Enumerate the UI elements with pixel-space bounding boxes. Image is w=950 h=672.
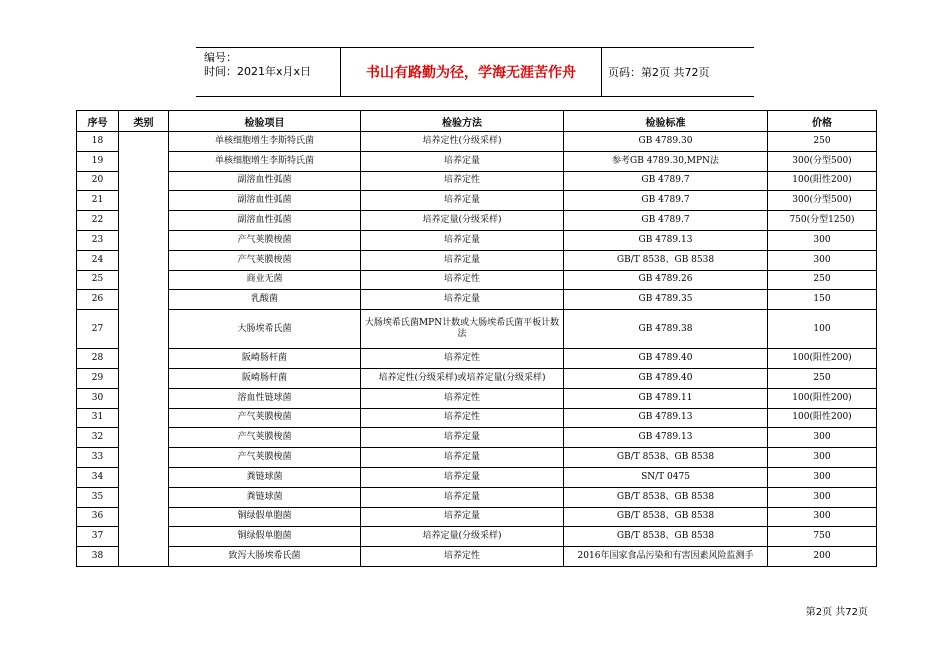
- header-page-number: 页码：第2页 共72页: [608, 66, 710, 79]
- cell-method: 培养定量: [361, 191, 564, 211]
- cell-price: 300: [768, 250, 877, 270]
- cell-item: 单核细胞增生李斯特氏菌: [169, 151, 361, 171]
- table-header-row: [77, 111, 877, 132]
- cell-price: 300: [768, 448, 877, 468]
- cell-item: 产气荚膜梭菌: [169, 250, 361, 270]
- cell-standard: GB 4789.13: [564, 230, 768, 250]
- cell-item: 粪链球菌: [169, 487, 361, 507]
- table-row: [77, 547, 877, 567]
- cell-item: 副溶血性弧菌: [169, 191, 361, 211]
- cell-standard: GB 4789.26: [564, 270, 768, 290]
- cell-price: 100(阳性200): [768, 408, 877, 428]
- cell-price: 250: [768, 368, 877, 388]
- cell-index: 34: [77, 467, 119, 487]
- cell-item: 副溶血性弧菌: [169, 211, 361, 231]
- cell-method: 培养定性: [361, 547, 564, 567]
- cell-index: 18: [77, 132, 119, 152]
- cell-method: 培养定量: [361, 428, 564, 448]
- cell-index: 32: [77, 428, 119, 448]
- cell-index: 38: [77, 547, 119, 567]
- cell-item: 乳酸菌: [169, 290, 361, 310]
- table-body: [77, 132, 877, 567]
- cell-category: [119, 132, 169, 567]
- cell-price: 100(阳性200): [768, 388, 877, 408]
- cell-item: 单核细胞增生李斯特氏菌: [169, 132, 361, 152]
- cell-standard: GB/T 8538、GB 8538: [564, 487, 768, 507]
- cell-item: 阪崎肠杆菌: [169, 349, 361, 369]
- cell-standard: GB 4789.35: [564, 290, 768, 310]
- cell-index: 35: [77, 487, 119, 507]
- table-row: [77, 527, 877, 547]
- cell-item: 大肠埃希氏菌: [169, 310, 361, 349]
- cell-index: 20: [77, 171, 119, 191]
- table-row: [77, 230, 877, 250]
- cell-item: 产气荚膜梭菌: [169, 428, 361, 448]
- cell-standard: GB/T 8538、GB 8538: [564, 448, 768, 468]
- cell-standard: 参考GB 4789.30,MPN法: [564, 151, 768, 171]
- cell-item: 产气荚膜梭菌: [169, 408, 361, 428]
- cell-index: 22: [77, 211, 119, 231]
- cell-index: 36: [77, 507, 119, 527]
- table-row: [77, 132, 877, 152]
- cell-method: 培养定性(分级采样)或培养定量(分级采样): [361, 368, 564, 388]
- cell-method: 培养定性: [361, 270, 564, 290]
- cell-price: 300(分型500): [768, 191, 877, 211]
- table-row: [77, 349, 877, 369]
- col-header-index: 序号: [77, 111, 119, 132]
- cell-method: 培养定量: [361, 151, 564, 171]
- cell-method: 培养定量: [361, 507, 564, 527]
- cell-standard: GB 4789.30: [564, 132, 768, 152]
- cell-method: 培养定量: [361, 448, 564, 468]
- cell-standard: GB 4789.40: [564, 368, 768, 388]
- table-row: [77, 270, 877, 290]
- cell-item: 溶血性链球菌: [169, 388, 361, 408]
- cell-price: 300: [768, 507, 877, 527]
- table-row: [77, 250, 877, 270]
- col-header-item: 检验项目: [169, 111, 361, 132]
- cell-index: 25: [77, 270, 119, 290]
- col-header-price: 价格: [768, 111, 877, 132]
- cell-standard: GB 4789.7: [564, 191, 768, 211]
- cell-item: 产气荚膜梭菌: [169, 230, 361, 250]
- cell-method: 培养定性: [361, 388, 564, 408]
- cell-price: 300: [768, 230, 877, 250]
- header-info: [196, 48, 340, 96]
- cell-method: 大肠埃希氏菌MPN计数或大肠埃希氏菌平板计数法: [361, 310, 564, 349]
- cell-price: 100: [768, 310, 877, 349]
- cell-item: 商业无菌: [169, 270, 361, 290]
- cell-index: 21: [77, 191, 119, 211]
- cell-standard: SN/T 0475: [564, 467, 768, 487]
- cell-method: 培养定量: [361, 230, 564, 250]
- col-header-standard: 检验标准: [564, 111, 768, 132]
- cell-index: 27: [77, 310, 119, 349]
- cell-method: 培养定量(分级采样): [361, 211, 564, 231]
- cell-item: 副溶血性弧菌: [169, 171, 361, 191]
- cell-method: 培养定性: [361, 408, 564, 428]
- cell-standard: GB 4789.11: [564, 388, 768, 408]
- table-row: [77, 448, 877, 468]
- cell-index: 23: [77, 230, 119, 250]
- cell-standard: GB 4789.13: [564, 428, 768, 448]
- cell-price: 300(分型500): [768, 151, 877, 171]
- cell-method: 培养定性: [361, 349, 564, 369]
- document-time: 时间：2021年x月x日: [204, 65, 312, 78]
- cell-price: 100(阳性200): [768, 171, 877, 191]
- table-row: [77, 388, 877, 408]
- table-row: [77, 310, 877, 349]
- table-row: [77, 211, 877, 231]
- table-row: [77, 487, 877, 507]
- cell-index: 30: [77, 388, 119, 408]
- cell-price: 300: [768, 467, 877, 487]
- cell-standard: GB/T 8538、GB 8538: [564, 250, 768, 270]
- col-header-method: 检验方法: [361, 111, 564, 132]
- cell-index: 26: [77, 290, 119, 310]
- table-row: [77, 151, 877, 171]
- cell-standard: GB 4789.13: [564, 408, 768, 428]
- cell-method: 培养定量: [361, 250, 564, 270]
- cell-index: 33: [77, 448, 119, 468]
- cell-price: 300: [768, 487, 877, 507]
- col-header-category: 类别: [119, 111, 169, 132]
- cell-price: 150: [768, 290, 877, 310]
- cell-method: 培养定量(分级采样): [361, 527, 564, 547]
- cell-method: 培养定量: [361, 467, 564, 487]
- cell-item: 铜绿假单胞菌: [169, 527, 361, 547]
- table-row: [77, 467, 877, 487]
- cell-price: 200: [768, 547, 877, 567]
- table-row: [77, 408, 877, 428]
- cell-price: 750(分型1250): [768, 211, 877, 231]
- table-row: [77, 171, 877, 191]
- cell-item: 铜绿假单胞菌: [169, 507, 361, 527]
- document-number: 编号：: [204, 51, 237, 64]
- page-header: [196, 47, 754, 97]
- cell-index: 31: [77, 408, 119, 428]
- cell-price: 100(阳性200): [768, 349, 877, 369]
- cell-standard: GB 4789.40: [564, 349, 768, 369]
- cell-price: 300: [768, 428, 877, 448]
- cell-standard: 2016年国家食品污染和有害因素风险监测手: [564, 547, 768, 567]
- cell-index: 28: [77, 349, 119, 369]
- cell-method: 培养定性: [361, 171, 564, 191]
- cell-index: 24: [77, 250, 119, 270]
- cell-item: 致泻大肠埃希氏菌: [169, 547, 361, 567]
- cell-index: 29: [77, 368, 119, 388]
- table-row: [77, 368, 877, 388]
- cell-price: 750: [768, 527, 877, 547]
- table-row: [77, 428, 877, 448]
- cell-standard: GB/T 8538、GB 8538: [564, 527, 768, 547]
- cell-method: 培养定量: [361, 487, 564, 507]
- cell-price: 250: [768, 132, 877, 152]
- table-row: [77, 191, 877, 211]
- cell-standard: GB 4789.38: [564, 310, 768, 349]
- table-row: [77, 507, 877, 527]
- header-motto: 书山有路勤为径，学海无涯苦作舟: [340, 48, 602, 96]
- cell-item: 阪崎肠杆菌: [169, 368, 361, 388]
- cell-price: 250: [768, 270, 877, 290]
- cell-item: 产气荚膜梭菌: [169, 448, 361, 468]
- cell-item: 粪链球菌: [169, 467, 361, 487]
- cell-method: 培养定性(分级采样): [361, 132, 564, 152]
- cell-index: 37: [77, 527, 119, 547]
- cell-index: 19: [77, 151, 119, 171]
- table-row: [77, 290, 877, 310]
- cell-standard: GB 4789.7: [564, 171, 768, 191]
- cell-standard: GB 4789.7: [564, 211, 768, 231]
- cell-standard: GB/T 8538、GB 8538: [564, 507, 768, 527]
- cell-method: 培养定量: [361, 290, 564, 310]
- footer-page-number: 第2页 共72页: [805, 607, 868, 618]
- inspection-price-table: [76, 110, 877, 567]
